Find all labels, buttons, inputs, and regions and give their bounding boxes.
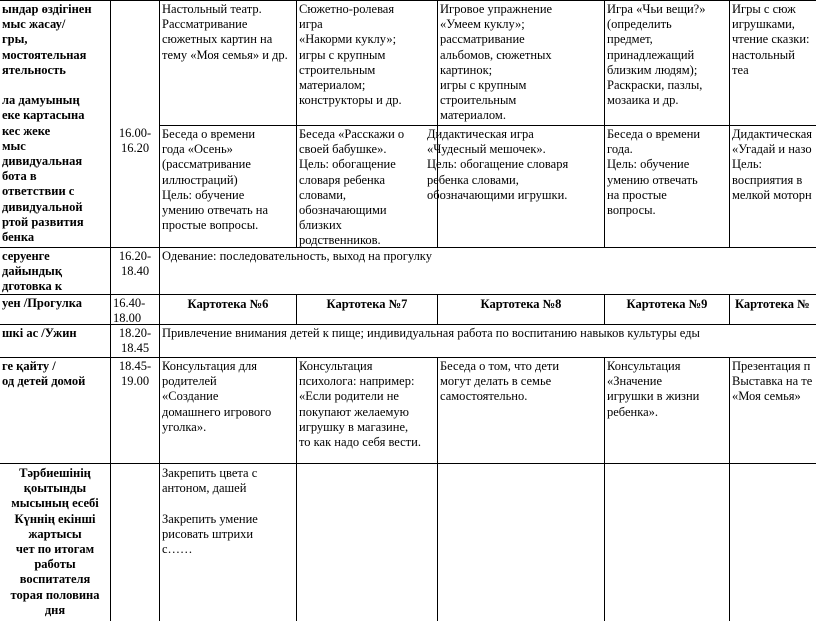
- row-label-walk-prep: серуенге дайындық дготовка к: [2, 249, 63, 294]
- report-note: Закрепить цвета с антоном, дашей Закрепить умение рисовать штрихи с……: [162, 466, 258, 557]
- card-file-cell: Картотека №9: [626, 297, 708, 311]
- grid-line: [0, 294, 816, 295]
- time-cell: 18.20- 18.45: [118, 326, 152, 356]
- card-file-cell: Картотека №8: [480, 297, 562, 311]
- grid-line: [729, 294, 730, 324]
- activity-cell: Настольный театр. Рассматривание сюжетных картин на тему «Моя семья» и др.: [162, 2, 288, 62]
- time-cell: 16.20- 18.40: [118, 249, 152, 279]
- activity-cell: Игры с сюж игрушками, чтение сказки: настольный теа: [732, 2, 810, 77]
- activity-cell: Игровое упражнение «Умеем куклу»; рассматривание альбомов, сюжетных картинок; игры с крупным строительным материалом.: [440, 2, 553, 123]
- card-file-cell: Картотека №7: [326, 297, 408, 311]
- grid-line: [0, 357, 816, 358]
- individual-work-cell: Дидактическая игра «Чудесный мешочек». Цель: обогащение словаря ребенка словами, обозначающими игрушки.: [427, 127, 569, 202]
- activity-cell: Игра «Чьи вещи?» (определить предмет, принадлежащий близким людям); Раскраски, пазлы, мозаика и др.: [607, 2, 706, 108]
- parent-work-cell: Консультация «Значение игрушки в жизни ребенка».: [607, 359, 700, 419]
- card-file-cell: Картотека №: [735, 297, 810, 311]
- individual-work-cell: Беседа о времени года «Осень» (рассматривание иллюстраций) Цель: обучение умению отвечать на простые вопросы.: [162, 127, 269, 233]
- parent-work-cell: Консультация для родителей «Создание домашнего игрового уголка».: [162, 359, 272, 434]
- individual-work-cell: Беседа «Расскажи о своей бабушке». Цель: обогащение словаря ребенка словами, обозначающими близких родственников.: [299, 127, 405, 247]
- individual-work-cell: Дидактическая «Угадай и назо Цель: восприятия в мелкой моторн: [732, 127, 813, 202]
- row-label-walk: уен /Прогулка: [2, 296, 83, 310]
- walk-prep-text: Одевание: последовательность, выход на прогулку: [162, 249, 432, 263]
- activity-cell: Сюжетно-ролевая игра «Накорми куклу»; игры с крупным строительным материалом; конструкторы и др.: [299, 2, 402, 108]
- time-cell: 16.40- 18.00: [113, 296, 146, 324]
- individual-work-cell: Беседа о времени года. Цель: обучение умению отвечать на простые вопросы.: [607, 127, 701, 218]
- row-label-going-home: ге қайту / од детей домой: [2, 359, 86, 389]
- row-label-report: Тәрбиешінің қоытынды мысының есебі Күннің екінші жартысы чет по итогам работы воспитателя торая половина дня: [10, 466, 100, 617]
- dinner-text: Привлечение внимания детей к пище; индивидуальная работа по воспитанию навыков культуры еды: [162, 326, 700, 340]
- parent-work-cell: Беседа о том, что дети могут делать в семье самостоятельно.: [440, 359, 560, 404]
- grid-line: [0, 324, 816, 325]
- parent-work-cell: Консультация психолога: например: «Если родители не покупают желаемую игрушку в магазине, то как надо себя вести.: [299, 359, 421, 450]
- grid-line: [0, 0, 816, 1]
- row-label-independent-activity: ындар өздігінен мыс жасау/ гры, мостоятельная ятельность ла дамуының еке картасына кес жеке мыс дивидуальная бота в ответствии с дивидуальной ртой развития бенка: [2, 2, 92, 245]
- time-cell: 18.45- 19.00: [118, 359, 152, 389]
- row-label-dinner: шкі ас /Ужин: [2, 326, 77, 340]
- grid-line: [0, 463, 816, 464]
- card-file-cell: Картотека №6: [187, 297, 269, 311]
- grid-line: [160, 125, 816, 126]
- grid-line: [0, 247, 816, 248]
- parent-work-cell: Презентация п Выставка на те «Моя семья»: [732, 359, 813, 404]
- time-cell: 16.00- 16.20: [118, 126, 152, 156]
